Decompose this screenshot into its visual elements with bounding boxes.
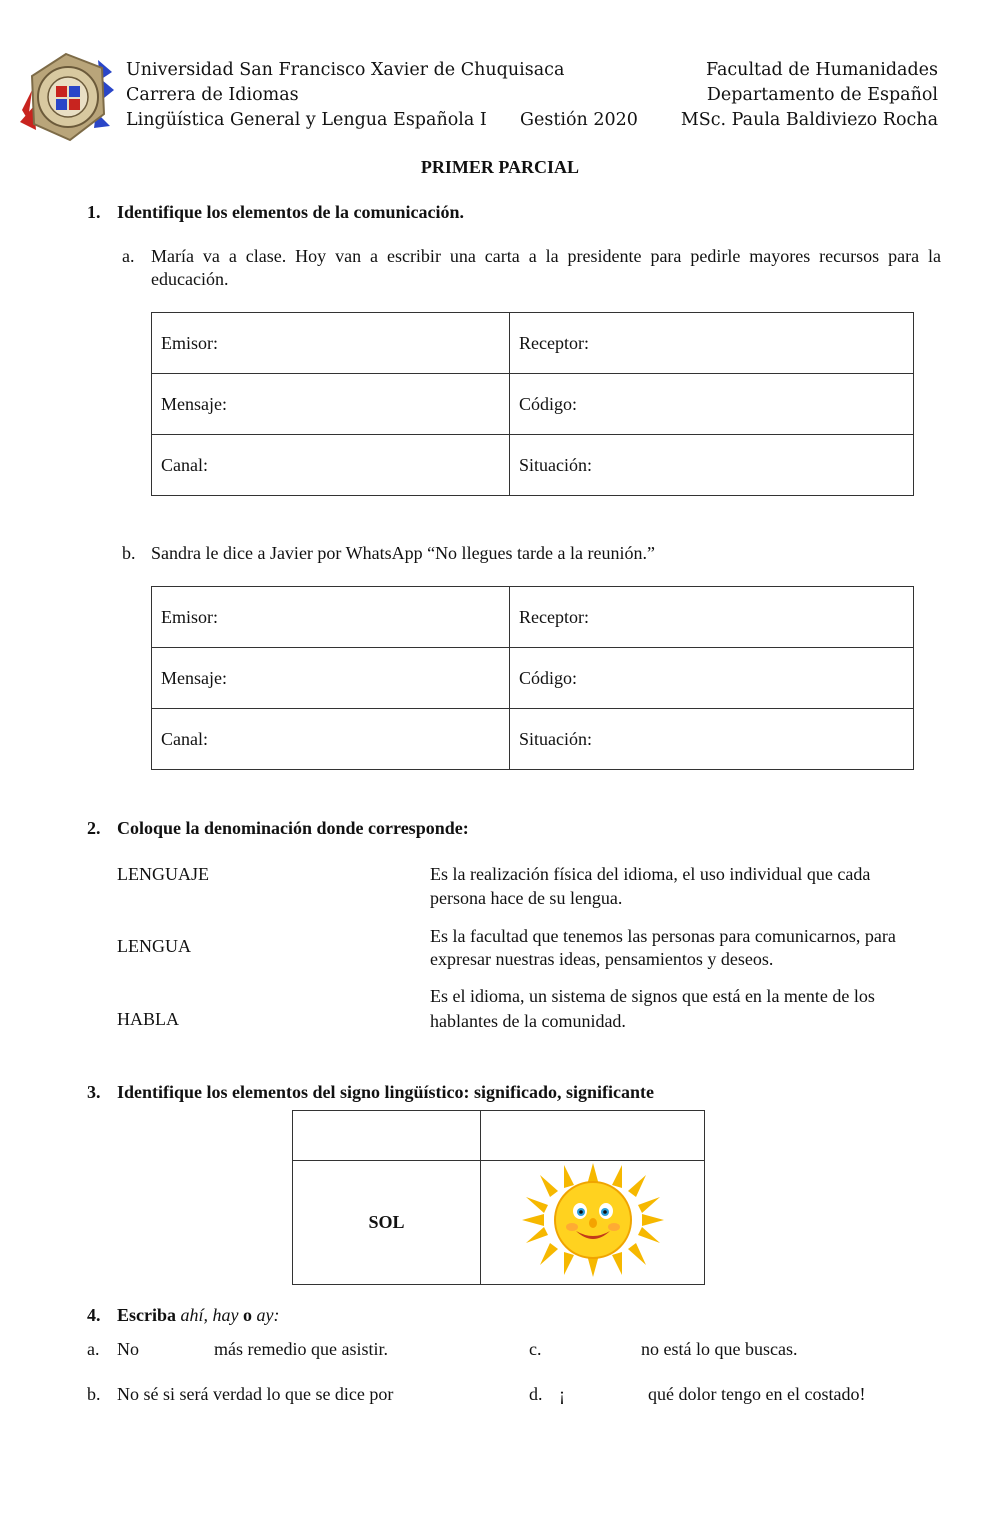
q3-number: 3.	[87, 1082, 101, 1102]
term-habla: HABLA	[117, 1009, 179, 1029]
q4-connector: o	[243, 1305, 253, 1325]
q4c-after: no está lo que buscas.	[641, 1339, 798, 1359]
sun-icon	[518, 1161, 668, 1279]
codigo-label: Código:	[519, 667, 578, 688]
q4b-blank[interactable]	[420, 1384, 510, 1406]
professor-name: MSc. Paula Baldiviezo Rocha	[680, 110, 938, 130]
sign-image-cell	[481, 1161, 705, 1285]
q4-instruction	[117, 1305, 280, 1326]
university-name: Universidad San Francisco Xavier de Chuquisaca	[126, 60, 565, 80]
emisor-label: Emisor:	[161, 332, 218, 353]
codigo-label: Código:	[519, 393, 578, 414]
career-name: Carrera de Idiomas	[126, 85, 299, 105]
q1b-canal-cell[interactable]	[152, 709, 510, 770]
term-lengua: LENGUA	[117, 936, 191, 956]
q4a-after: más remedio que asistir.	[214, 1339, 388, 1359]
q1a-mensaje-cell[interactable]	[152, 374, 510, 435]
q4d-after: qué dolor tengo en el costado!	[648, 1384, 866, 1404]
q1b-emisor-cell[interactable]	[152, 587, 510, 648]
q4a-letter: a.	[87, 1339, 100, 1359]
q4a-blank[interactable]	[150, 1339, 208, 1361]
q4-options-2: ay:	[256, 1305, 280, 1325]
definition-2-line2: expresar nuestras ideas, pensamientos y deseos.	[430, 949, 774, 969]
situacion-label: Situación:	[519, 454, 592, 475]
q1a-situacion-cell[interactable]	[510, 435, 914, 496]
q1-number: 1.	[87, 202, 101, 222]
q1a-emisor-cell[interactable]	[152, 313, 510, 374]
sign-word-cell	[293, 1161, 481, 1285]
mensaje-label: Mensaje:	[161, 393, 227, 414]
receptor-label: Receptor:	[519, 606, 589, 627]
q4-number: 4.	[87, 1305, 101, 1325]
definition-2-line1: Es la facultad que tenemos las personas para comunicarnos, para	[430, 926, 896, 946]
sign-word: SOL	[368, 1212, 405, 1232]
q1a-table	[151, 312, 914, 496]
canal-label: Canal:	[161, 454, 208, 475]
q1b-table	[151, 586, 914, 770]
q1a-line2: educación.	[151, 269, 229, 289]
course-name: Lingüística General y Lengua Española I	[126, 110, 487, 130]
q1a-line1: María va a clase. Hoy van a escribir una carta a la presidente para pedirle mayores recursos para la	[151, 246, 941, 266]
term: Gestión 2020	[520, 110, 638, 130]
q4d-blank[interactable]	[572, 1384, 642, 1406]
q1b-receptor-cell[interactable]	[510, 587, 914, 648]
q1b-situacion-cell[interactable]	[510, 709, 914, 770]
q1a-letter: a.	[122, 246, 135, 266]
faculty-name: Facultad de Humanidades	[705, 60, 938, 80]
q4b-letter: b.	[87, 1384, 101, 1404]
q1b-letter: b.	[122, 543, 136, 563]
q2-number: 2.	[87, 818, 101, 838]
q1b-mensaje-cell[interactable]	[152, 648, 510, 709]
sign-table	[292, 1110, 705, 1285]
q4c-letter: c.	[529, 1339, 542, 1359]
q4-options-1: ahí, hay	[180, 1305, 239, 1325]
department-name: Departamento de Español	[706, 85, 938, 105]
emisor-label: Emisor:	[161, 606, 218, 627]
receptor-label: Receptor:	[519, 332, 589, 353]
q4b-before: No sé si será verdad lo que se dice por	[117, 1384, 394, 1404]
q1-instruction: Identifique los elementos de la comunicación.	[117, 202, 464, 222]
q3-instruction: Identifique los elementos del signo lingüístico: significado, significante	[117, 1082, 655, 1102]
q1a-codigo-cell[interactable]	[510, 374, 914, 435]
mensaje-label: Mensaje:	[161, 667, 227, 688]
q1a-receptor-cell[interactable]	[510, 313, 914, 374]
sign-header-right[interactable]	[481, 1111, 705, 1161]
definition-1-line1: Es la realización física del idioma, el uso individual que cada	[430, 864, 871, 884]
definition-3-line1: Es el idioma, un sistema de signos que está en la mente de los	[430, 986, 875, 1006]
university-seal	[18, 50, 114, 144]
q2-instruction: Coloque la denominación donde corresponde:	[117, 818, 469, 838]
q1b-text: Sandra le dice a Javier por WhatsApp “No llegues tarde a la reunión.”	[151, 543, 655, 563]
q4c-blank[interactable]	[550, 1339, 635, 1361]
term-lenguaje: LENGUAJE	[117, 864, 209, 884]
q1b-codigo-cell[interactable]	[510, 648, 914, 709]
q4a-before: No	[117, 1339, 139, 1359]
definition-1-line2: persona hace de su lengua.	[430, 888, 623, 908]
q4-lead: Escriba	[117, 1305, 177, 1325]
definition-3-line2: hablantes de la comunidad.	[430, 1011, 626, 1031]
sign-header-left[interactable]	[293, 1111, 481, 1161]
q1a-canal-cell[interactable]	[152, 435, 510, 496]
page-title: PRIMER PARCIAL	[420, 157, 580, 177]
canal-label: Canal:	[161, 728, 208, 749]
q4d-before: ¡	[559, 1384, 565, 1404]
situacion-label: Situación:	[519, 728, 592, 749]
q4d-letter: d.	[529, 1384, 543, 1404]
